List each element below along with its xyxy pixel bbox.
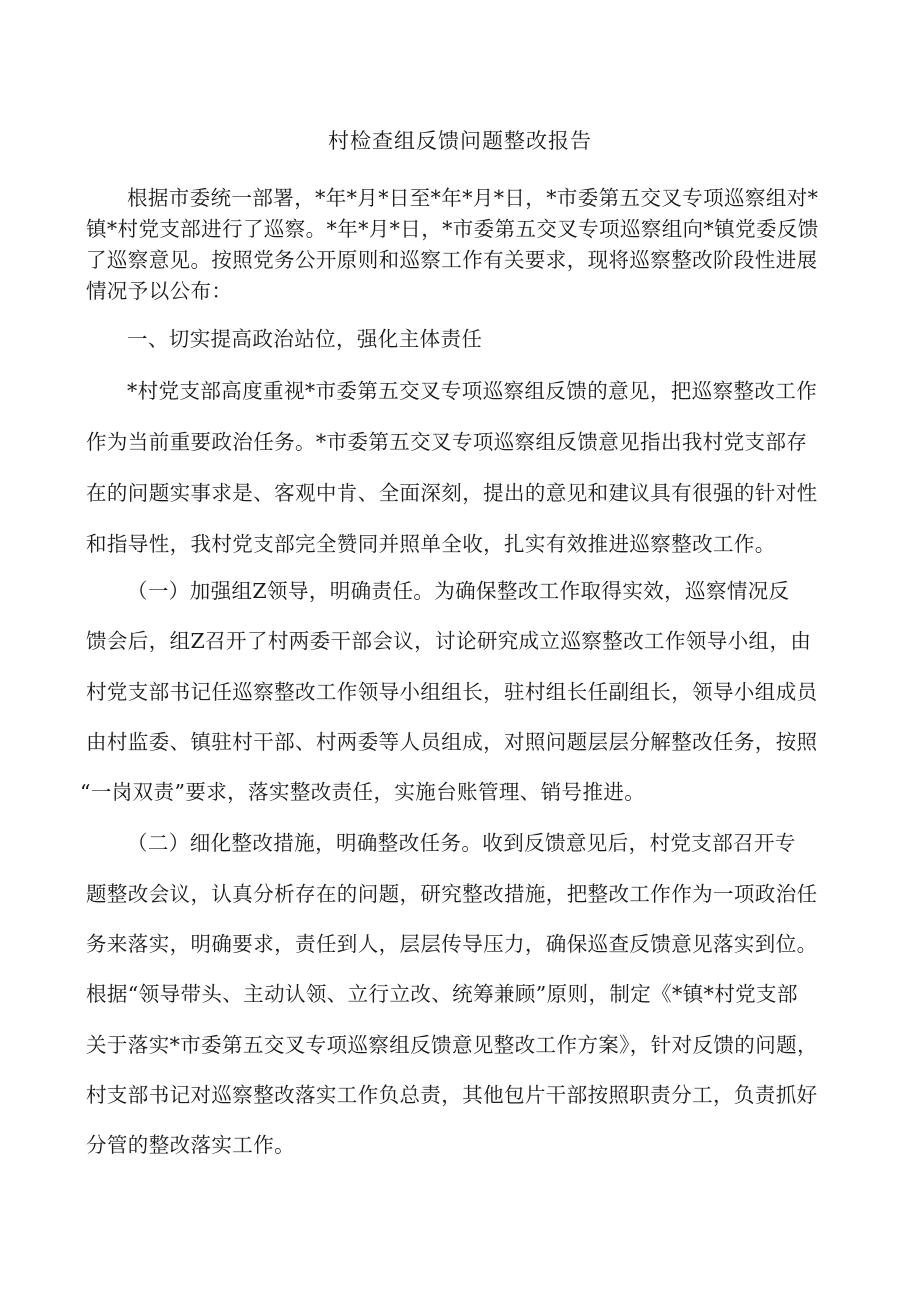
text-line: 馈会后，组Z召开了村两委干部会议，讨论研究成立巡察整改工作领导小组，由 bbox=[86, 629, 812, 653]
text-line: 和指导性，我村党支部完全赞同并照单全收，扎实有效推进巡察整改工作。 bbox=[86, 532, 776, 556]
text-line: 根据市委统一部署，*年*月*日至*年*月*日，*市委第五交叉专项巡察组对* bbox=[127, 186, 819, 210]
text-line: 根据“领导带头、主动认领、立行立改、统筹兼顾”原则，制定《*镇*村党支部 bbox=[86, 982, 798, 1006]
section-heading: 一、切实提高政治站位，强化主体责任 bbox=[127, 327, 483, 351]
text-line: （一）加强组Z领导，明确责任。为确保整改工作取得实效，巡察情况反 bbox=[127, 579, 790, 603]
text-line: 分管的整改落实工作。 bbox=[86, 1133, 295, 1157]
text-line: （二）细化整改措施，明确整改任务。收到反馈意见后，村党支部召开专 bbox=[127, 831, 796, 855]
text-line: 由村监委、镇驻村干部、村两委等人员组成，对照问题层层分解整改任务，按照 bbox=[86, 730, 818, 754]
text-line: 在的问题实事求是、客观中肯、全面深刻，提出的意见和建议具有很强的针对性 bbox=[86, 481, 818, 505]
text-line: “一岗双责”要求，落实整改责任，实施台账管理、销号推进。 bbox=[80, 780, 646, 804]
text-line: 村支部书记对巡察整改落实工作负总责，其他包片干部按照职责分工，负责抓好 bbox=[86, 1083, 818, 1107]
document-title: 村检查组反馈问题整改报告 bbox=[328, 129, 592, 153]
text-line: 题整改会议，认真分析存在的问题，研究整改措施，把整改工作作为一项政治任 bbox=[86, 882, 818, 906]
text-line: 了巡察意见。按照党务公开原则和巡察工作有关要求，现将巡察整改阶段性进展 bbox=[86, 248, 818, 272]
text-line: 情况予以公布： bbox=[86, 279, 233, 303]
text-line: 镇*村党支部进行了巡察。*年*月*日，*市委第五交叉专项巡察组向*镇党委反馈 bbox=[86, 217, 819, 241]
text-line: 关于落实*市委第五交叉专项巡察组反馈意见整改工作方案》，针对反馈的问题， bbox=[86, 1033, 818, 1057]
text-line: 村党支部书记任巡察整改工作领导小组组长，驻村组长任副组长，领导小组成员 bbox=[86, 680, 818, 704]
text-line: 务来落实，明确要求，责任到人，层层传导压力，确保巡查反馈意见落实到位。 bbox=[86, 932, 818, 956]
text-line: 作为当前重要政治任务。*市委第五交叉专项巡察组反馈意见指出我村党支部存 bbox=[86, 430, 808, 454]
text-line: *村党支部高度重视*市委第五交叉专项巡察组反馈的意见，把巡察整改工作 bbox=[127, 379, 818, 403]
